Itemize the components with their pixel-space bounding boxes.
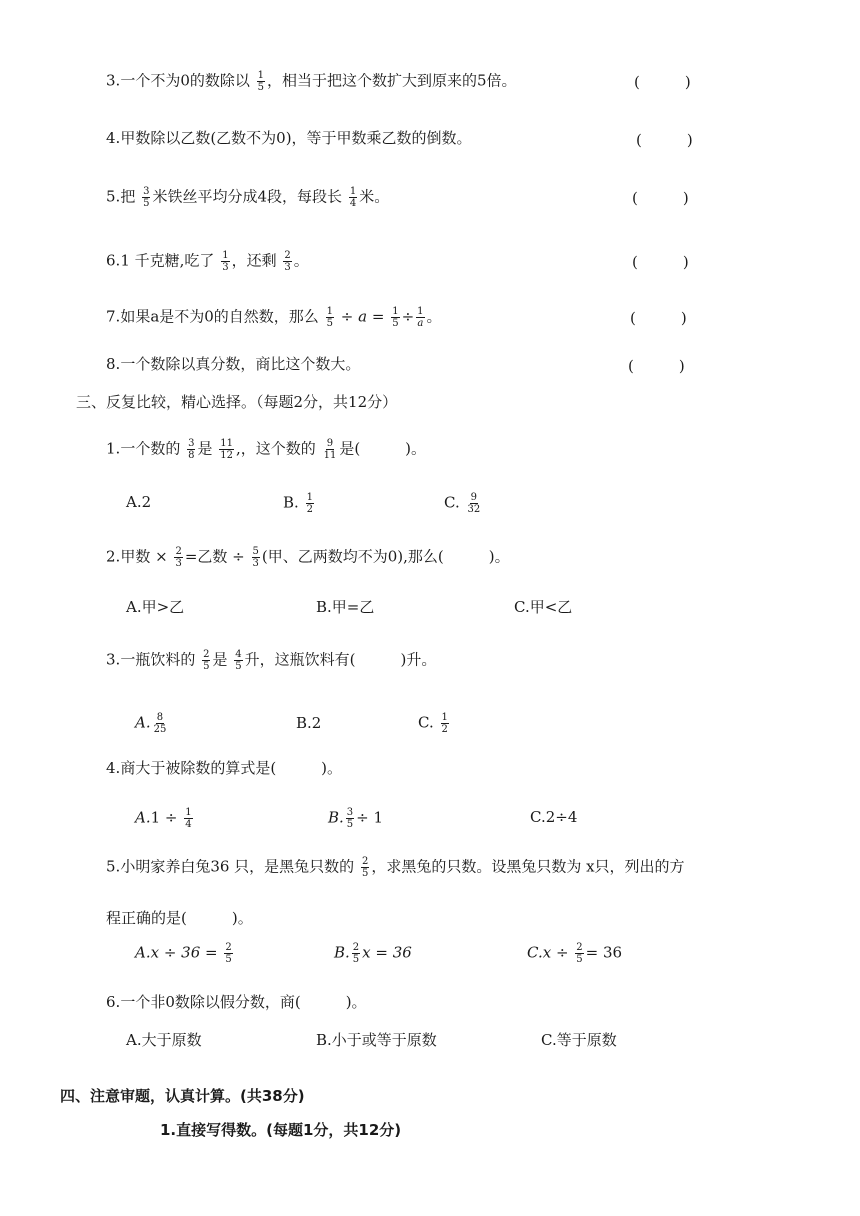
fraction: $\frac{3}{8}$: [188, 438, 195, 461]
fraction: $\frac{2}{5}$: [576, 942, 583, 965]
fraction: $\frac{5}{3}$: [252, 546, 259, 569]
judge-item-8: 8.一个数除以真分数，商比这个数大。: [106, 355, 361, 373]
fraction: $\frac{3}{5}$: [143, 186, 150, 209]
fraction: $\frac{1}{4}$: [349, 186, 357, 209]
option-c[interactable]: C.等于原数: [541, 1031, 617, 1049]
fraction: $\frac{9}{11}$: [323, 438, 337, 461]
fraction: $\frac{2}{5}$: [361, 856, 369, 879]
fraction: $\frac{4}{5}$: [235, 649, 242, 672]
fraction: $\frac{3}{5}$: [346, 807, 354, 830]
choice-question-1: 1.一个数的 $\frac{3}{8}$ 是 $\frac{11}{12}$ ,，这个数的 $\frac{9}{11}$ 是( )。: [106, 438, 427, 461]
option-a[interactable]: A.1 ÷ $\frac{1}{4}$: [135, 807, 192, 830]
option-b[interactable]: B. $\frac{2}{5}$ x = 36: [334, 942, 412, 965]
option-a[interactable]: A. $\frac{8}{25}$: [135, 712, 167, 735]
fraction: $\frac{9}{32}$: [467, 492, 481, 515]
section-4-title: 四、注意审题，认真计算。(共38分): [60, 1087, 305, 1105]
section-3-title: 三、反复比较，精心选择。（每题2分，共12分）: [76, 393, 398, 411]
answer-paren[interactable]: ( ): [628, 357, 685, 375]
judge-item-4: 4.甲数除以乙数(乙数不为0)，等于甲数乘乙数的倒数。: [106, 129, 472, 147]
option-a[interactable]: A.x ÷ 36 = $\frac{2}{5}$: [135, 942, 232, 965]
section-4-subtitle: 1.直接写得数。(每题1分，共12分): [160, 1121, 402, 1139]
choice-question-5: 5.小明家养白兔36 只，是黑兔只数的 $\frac{2}{5}$ ，求黑兔的只数。设黑兔只数为 x只，列出的方: [106, 856, 685, 879]
fraction: $\frac{1}{2}$: [441, 712, 448, 735]
answer-paren[interactable]: ( ): [630, 309, 687, 327]
option-c[interactable]: C.2÷4: [530, 808, 578, 826]
fraction: $\frac{8}{25}$: [153, 712, 167, 735]
option-c[interactable]: C.x ÷ $\frac{2}{5}$ = 36: [527, 942, 623, 965]
answer-paren[interactable]: ( ): [634, 73, 691, 91]
fraction: $\frac{2}{3}$: [284, 250, 291, 273]
answer-paren[interactable]: ( ): [632, 253, 689, 271]
judge-item-5: 5.把 $\frac{3}{5}$ 米铁丝平均分成4段，每段长 $\frac{1}{4}$ 米。: [106, 186, 390, 209]
fraction: $\frac{1}{5}$: [257, 70, 265, 93]
fraction: $\frac{1}{a}$: [417, 306, 424, 329]
fraction: $\frac{1}{5}$: [326, 306, 333, 329]
option-a[interactable]: A.甲>乙: [126, 598, 185, 616]
choice-question-2: 2.甲数 × $\frac{2}{3}$ =乙数 ÷ $\frac{5}{3}$ (甲、乙两数均不为0),那么( )。: [106, 546, 510, 569]
choice-question-3: 3.一瓶饮料的 $\frac{2}{5}$ 是 $\frac{4}{5}$ 升，这瓶饮料有( )升。: [106, 649, 437, 672]
fraction: $\frac{1}{2}$: [306, 492, 313, 515]
fraction: $\frac{2}{5}$: [225, 942, 232, 965]
option-c[interactable]: C. $\frac{1}{2}$: [418, 712, 448, 735]
option-c[interactable]: C.甲<乙: [514, 598, 573, 616]
fraction: $\frac{2}{3}$: [175, 546, 182, 569]
choice-question-5-line2: 程正确的是( )。: [106, 909, 253, 927]
choice-question-6: 6.一个非0数除以假分数，商( )。: [106, 993, 367, 1011]
fraction: $\frac{2}{5}$: [203, 649, 210, 672]
judge-item-3: 3.一个不为0的数除以 $\frac{1}{5}$ ，相当于把这个数扩大到原来的5倍。: [106, 70, 517, 93]
fraction: $\frac{1}{5}$: [392, 306, 399, 329]
fraction: $\frac{1}{3}$: [222, 250, 229, 273]
option-b[interactable]: B.甲=乙: [316, 598, 375, 616]
answer-paren[interactable]: ( ): [632, 189, 689, 207]
answer-paren[interactable]: ( ): [636, 131, 693, 149]
judge-item-6: 6.1 千克糖,吃了 $\frac{1}{3}$ ，还剩 $\frac{2}{3}$ 。: [106, 250, 309, 273]
judge-item-7: 7.如果a是不为0的自然数，那么 $\frac{1}{5}$ ÷ a = $\frac{1}{5}$ ÷ $\frac{1}{a}$ 。: [106, 306, 442, 329]
option-b[interactable]: B.2: [296, 714, 322, 732]
option-a[interactable]: A.大于原数: [126, 1031, 202, 1049]
option-b[interactable]: B.小于或等于原数: [316, 1031, 437, 1049]
option-a[interactable]: A.2: [126, 493, 152, 511]
option-c[interactable]: C. $\frac{9}{32}$: [444, 492, 481, 515]
option-b[interactable]: B. $\frac{3}{5}$ ÷ 1: [328, 807, 384, 830]
option-b[interactable]: B. $\frac{1}{2}$: [283, 492, 313, 515]
fraction: $\frac{2}{5}$: [352, 942, 360, 965]
fraction: $\frac{1}{4}$: [185, 807, 192, 830]
fraction: $\frac{11}{12}$: [220, 438, 234, 461]
choice-question-4: 4.商大于被除数的算式是( )。: [106, 759, 343, 777]
